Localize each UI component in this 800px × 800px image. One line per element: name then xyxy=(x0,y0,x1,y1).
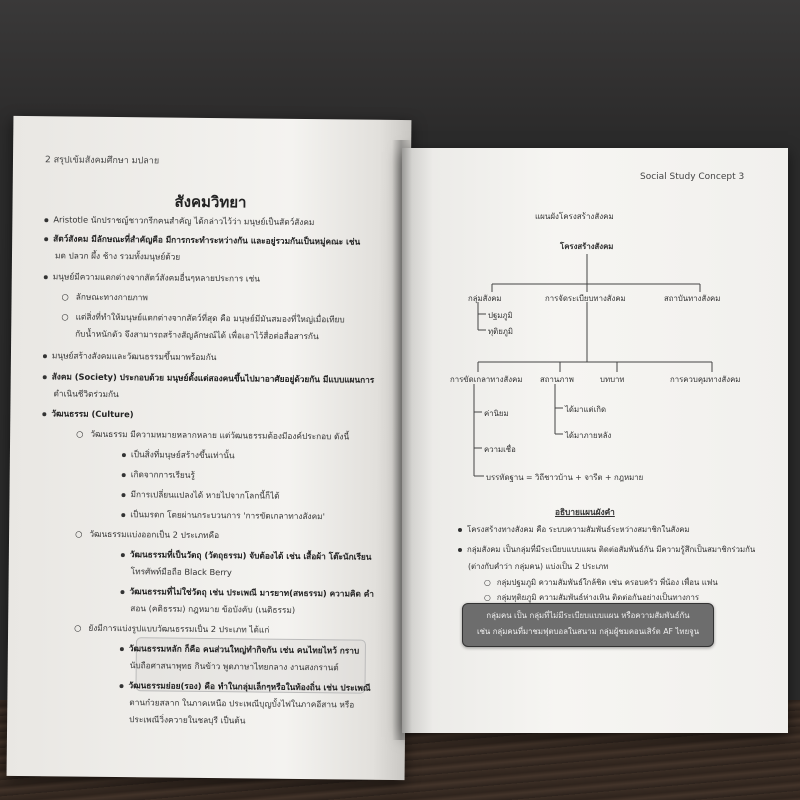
diagram-title: แผนผังโครงสร้างสังคม xyxy=(535,212,614,221)
left-page-title: สังคมวิทยา xyxy=(174,192,247,212)
diagram-node: การจัดระเบียบทางสังคม xyxy=(545,294,626,303)
diagram-node: ได้มาภายหลัง xyxy=(565,431,612,440)
list-item: วัฒนธรรมที่ไม่ใช่วัตถุ เช่น ประเพณี มารยาท(สหธรรม) ความคิด คำ xyxy=(120,587,374,598)
diagram-node: กลุ่มสังคม xyxy=(468,294,502,303)
callout-box xyxy=(462,603,714,647)
diagram-root: โครงสร้างสังคม xyxy=(560,242,614,251)
list-item-continued: โทรศัพท์มือถือ Black Berry xyxy=(130,566,232,578)
list-item-continued: นับถือศาสนาพุทธ กินข้าว พูดภาษาไทยกลาง งานสงกรานต์ xyxy=(129,660,339,673)
list-item-continued: (ต่างกับคำว่า กลุ่มคน) แบ่งเป็น 2 ประเภท xyxy=(468,562,609,571)
list-item: ○ วัฒนธรรมแบ่งออกเป็น 2 ประเภทคือ xyxy=(75,528,220,541)
list-item: ○ ลักษณะทางกายภาพ xyxy=(61,291,148,303)
diagram-node: สถานภาพ xyxy=(540,375,574,384)
list-item: สังคม (Society) ประกอบด้วย มนุษย์ตั้งแต่สองคนขึ้นไปมาอาศัยอยู่ด้วยกัน มีแบบแผนการ xyxy=(43,372,375,384)
list-item: ○ แต่สิ่งที่ทำให้มนุษย์แตกต่างจากสัตว์ที่สุด คือ มนุษย์มีมันสมองที่ใหญ่เมื่อเทียบ xyxy=(61,311,345,325)
diagram-node: สถาบันทางสังคม xyxy=(664,294,721,303)
list-item: สัตว์สังคม มีลักษณะที่สำคัญคือ มีการกระทำระหว่างกัน และอยู่รวมกันเป็นหมู่คณะ เช่น xyxy=(44,234,360,246)
diagram-node: ทุติยภูมิ xyxy=(488,327,514,336)
list-item: เกิดจากการเรียนรู้ xyxy=(122,470,195,479)
list-item-continued: ดำเนินชีวิตร่วมกัน xyxy=(53,388,119,400)
list-item: วัฒนธรรมที่เป็นวัตถุ (วัตถุธรรม) จับต้องได้ เช่น เสื้อผ้า โต๊ะนักเรียน xyxy=(121,550,372,561)
diagram-node: การขัดเกลาทางสังคม xyxy=(450,375,523,384)
diagram-node: ค่านิยม xyxy=(484,409,509,418)
list-item: มีการเปลี่ยนแปลงได้ หายไปจากโลกนี้ก็ได้ xyxy=(121,490,279,500)
list-item-continued: กับน้ำหนักตัว จึงสามารถสร้างสัญลักษณ์ได้ เพื่อเอาไว้สื่อต่อสื่อสารกัน xyxy=(75,328,319,342)
list-item: Aristotle นักปราชญ์ชาวกรีกคนสำคัญ ได้กล่าวไว้ว่า มนุษย์เป็นสัตว์สังคม xyxy=(44,215,314,226)
diagram-node: ความเชื่อ xyxy=(484,445,516,454)
list-item-continued: มด ปลวก ผึ้ง ช้าง รวมทั้งมนุษย์ด้วย xyxy=(54,250,181,262)
list-item: มนุษย์มีความแตกต่างจากสัตว์สังคมอื่นๆหลายประการ เช่น xyxy=(44,272,260,283)
list-item: เป็นมรดก โดยผ่านกระบวนการ 'การขัดเกลาทางสังคม' xyxy=(121,510,325,520)
right-page-header: Social Study Concept 3 xyxy=(640,172,745,182)
list-item: วัฒนธรรมย่อย(รอง) คือ ทำในกลุ่มเล็กๆหรือในท้องถิ่น เช่น ประเพณี xyxy=(119,681,370,692)
diagram-node: ปฐมภูมิ xyxy=(488,311,513,320)
list-item: วัฒนธรรม (Culture) xyxy=(42,409,133,418)
diagram-node: บทบาท xyxy=(600,375,625,384)
callout-line: กลุ่มคน เป็น กลุ่มที่ไม่มีระเบียบแบบแผน หรือความสัมพันธ์กัน xyxy=(486,611,690,620)
list-item-continued: สอน (คติธรรม) กฎหมาย ข้อบังคับ (เนติธรรม) xyxy=(130,603,296,615)
diagram-node: การควบคุมทางสังคม xyxy=(670,375,741,384)
callout-line: เช่น กลุ่มคนที่มาชมฟุตบอลในสนาม กลุ่มผู้ชมคอนเสิร์ต AF ไทยจูน xyxy=(476,627,700,636)
list-item: ○ ยังมีการแบ่งรูปแบบวัฒนธรรมเป็น 2 ประเภท ได้แก่ xyxy=(74,622,270,635)
list-item: ○ กลุ่มปฐมภูมิ ความสัมพันธ์ใกล้ชิด เช่น ครอบครัว พี่น้อง เพื่อน แฟน xyxy=(484,578,718,587)
list-item: เป็นสิ่งที่มนุษย์สร้างขึ้นเท่านั้น xyxy=(122,450,235,459)
diagram-node: ได้มาแต่เกิด xyxy=(565,405,607,414)
left-page-header: 2 สรุปเข้มสังคมศึกษา มปลาย xyxy=(44,155,160,167)
list-item-continued: ตานก๋วยสลาก ในภาคเหนือ ประเพณีบุญบั้งไฟในภาคอีสาน หรือ xyxy=(129,697,355,710)
diagram-norms-line: บรรทัดฐาน = วิถีชาวบ้าน + จารีต + กฎหมาย xyxy=(486,473,644,482)
list-item: ○ กลุ่มทุติยภูมิ ความสัมพันธ์ห่างเหิน ติดต่อกันอย่างเป็นทางการ xyxy=(484,593,700,602)
list-item: โครงสร้างทางสังคม คือ ระบบความสัมพันธ์ระหว่างสมาชิกในสังคม xyxy=(458,524,690,536)
list-item: วัฒนธรรมหลัก ก็คือ คนส่วนใหญ่ทำกิจกัน เช่น คนไทยไหว้ กราบ xyxy=(120,644,359,655)
list-item-continued: ประเพณีวิ่งควายในชลบุรี เป็นต้น xyxy=(129,714,246,726)
list-item: กลุ่มสังคม เป็นกลุ่มที่มีระเบียบแบบแผน ติดต่อสัมพันธ์กัน มีความรู้สึกเป็นสมาชิกร่วมกัน xyxy=(458,544,755,556)
list-item: มนุษย์สร้างสังคมและวัฒนธรรมขึ้นมาพร้อมกัน xyxy=(43,351,217,361)
list-item: ○ วัฒนธรรม มีความหมายหลากหลาย แต่วัฒนธรรมต้องมีองค์ประกอบ ดังนี้ xyxy=(76,428,350,442)
section-title: อธิบายแผนผังคำ xyxy=(555,507,615,517)
